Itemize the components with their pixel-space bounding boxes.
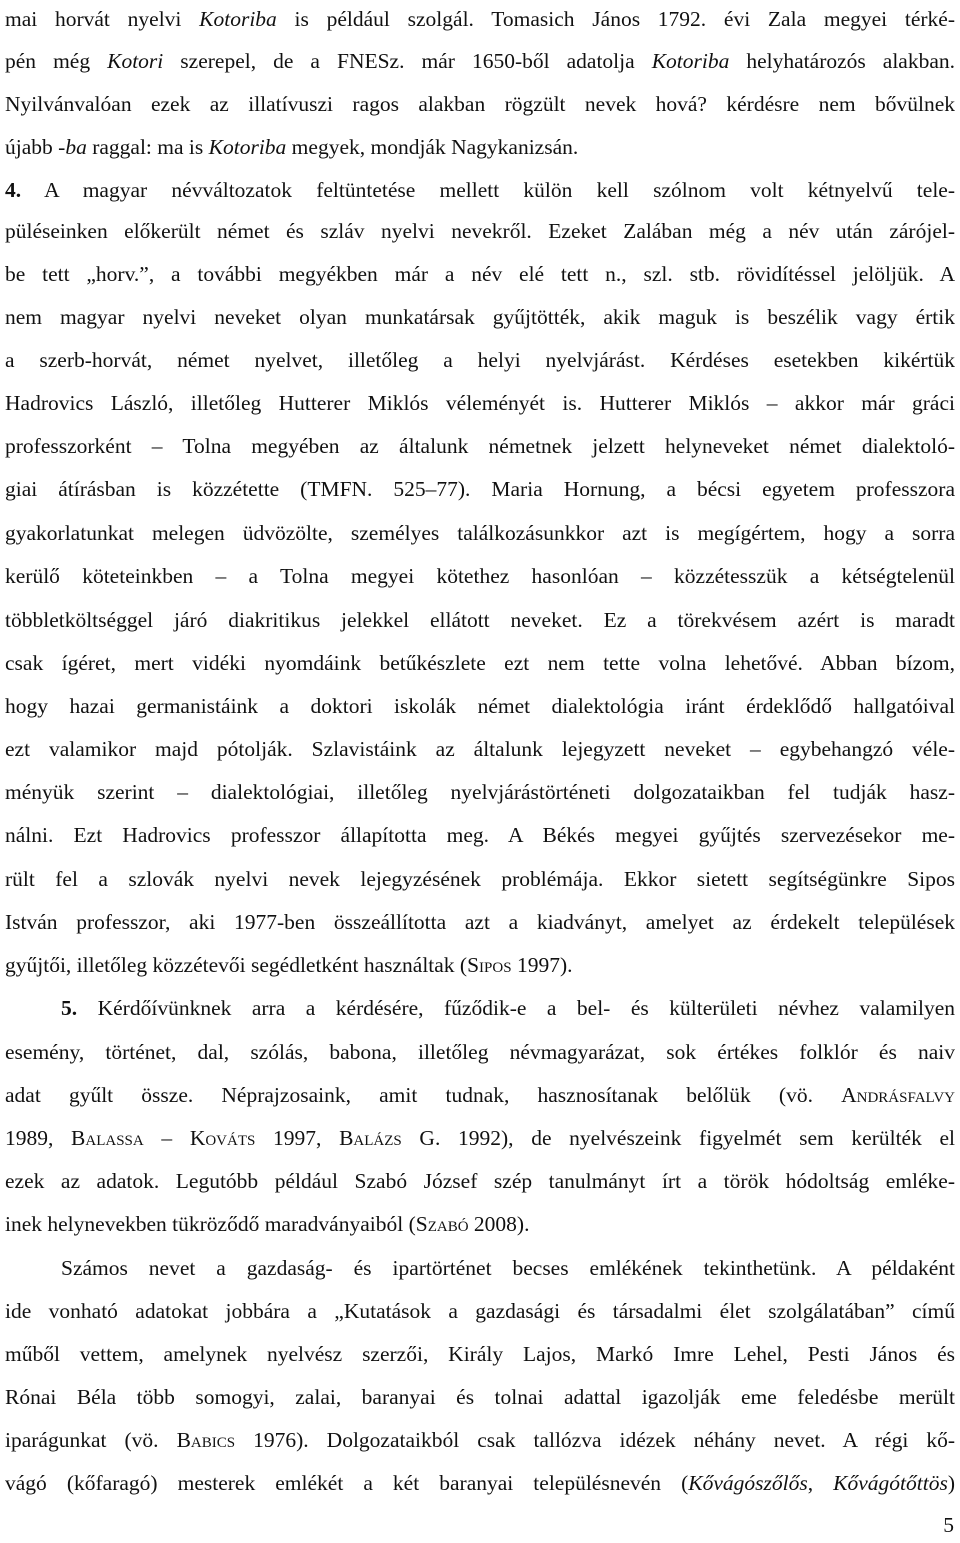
text-line bbox=[5, 864, 955, 894]
text-line bbox=[5, 734, 955, 764]
text-run: Szabó bbox=[415, 1212, 469, 1236]
text-run: 1997, bbox=[255, 1126, 340, 1150]
text-run: Kotoriba bbox=[208, 135, 287, 159]
text-run: A magyar névváltozatok feltüntetése mellett külön kell szólnom volt kétnyelvű tele- bbox=[21, 178, 955, 202]
text-run: megyek, mondják Nagykanizsán. bbox=[286, 135, 579, 159]
text-run: Kotori bbox=[107, 49, 164, 73]
text-line bbox=[5, 907, 955, 937]
text-run: inek helynevekben tükröződő maradványaiból ( bbox=[5, 1212, 416, 1236]
text-run: Kotoriba bbox=[651, 49, 730, 73]
text-run: esemény, történet, dal, szólás, babona, illetőleg névmagyarázat, sok értékes folklór és naiv bbox=[5, 1040, 955, 1064]
text-line bbox=[5, 1209, 955, 1239]
text-run: -ba bbox=[58, 135, 87, 159]
text-run: professzorként – Tolna megyében az általunk németnek jelzett helyneveket német dialektoló- bbox=[5, 434, 955, 458]
text-run: – bbox=[143, 1126, 190, 1150]
text-run: ményük szerint – dialektológiai, illetőleg nyelvjárástörténeti dolgozataikban fel tudják hasz- bbox=[5, 780, 955, 804]
text-line bbox=[5, 345, 955, 375]
text-run: rült fel a szlovák nyelvi nevek lejegyzésének problémája. Ekkor sietett segítségünkre Sipos bbox=[5, 867, 955, 891]
text-line bbox=[5, 1382, 955, 1412]
text-run: ) bbox=[947, 1471, 955, 1495]
text-run: Babics bbox=[176, 1428, 236, 1452]
text-run: Sipos bbox=[467, 953, 512, 977]
text-line bbox=[5, 46, 955, 76]
text-run: 1997). bbox=[511, 953, 573, 977]
text-run: gyakorlatunkat melegen üdvözölte, személyes találkozásunkkor azt is megígértem, hogy a sorra bbox=[5, 521, 955, 545]
text-line bbox=[61, 993, 955, 1023]
text-run: a szerb-horvát, német nyelvet, illetőleg a helyi nyelvjárást. Kérdéses esetekben kikértük bbox=[5, 348, 955, 372]
text-run: István professzor, aki 1977-ben összeállította azt a kiadványt, amelyet az érdekelt települések bbox=[5, 910, 955, 934]
text-line bbox=[5, 1296, 955, 1326]
text-run: 5. bbox=[61, 996, 78, 1020]
text-run: műből vettem, amelynek nyelvész szerzői, Király Lajos, Markó Imre Lehel, Pesti János és bbox=[5, 1342, 955, 1366]
text-line bbox=[5, 474, 955, 504]
text-line bbox=[5, 89, 955, 119]
text-run: Balázs bbox=[339, 1126, 402, 1150]
text-run: 4. bbox=[5, 178, 22, 202]
text-line bbox=[5, 1123, 955, 1153]
text-run: nem magyar nyelvi neveket olyan munkatársak gyűjtötték, akik maguk is beszélik vagy értik bbox=[5, 305, 955, 329]
text-line bbox=[5, 950, 955, 980]
text-run: Kővágótőttös bbox=[833, 1471, 948, 1495]
text-run: hogy hazai germanistáink a doktori iskolák német dialektológia iránt érdeklődő hallgatóival bbox=[5, 694, 955, 718]
text-run: vágó (kőfaragó) mesterek emlékét a két baranyai településnevén ( bbox=[5, 1471, 689, 1495]
text-line bbox=[5, 518, 955, 548]
text-run: gyűjtői, illetőleg közzétevői segédletként használtak ( bbox=[5, 953, 468, 977]
text-line bbox=[5, 4, 955, 34]
text-run: ezt valamikor majd pótolják. Szlavistáink az általunk lejegyzett neveket – egybehangzó véle- bbox=[5, 737, 955, 761]
text-line bbox=[5, 1425, 955, 1455]
text-run: többletköltséggel járó diakritikus jelekkel ellátott neveket. Ez a törekvésem azért is maradt bbox=[5, 608, 955, 632]
text-run: , bbox=[807, 1471, 834, 1495]
text-line bbox=[5, 388, 955, 418]
text-run: mai horvát nyelvi bbox=[5, 7, 200, 31]
text-line bbox=[5, 605, 955, 635]
text-run: iparágunkat (vö. bbox=[5, 1428, 177, 1452]
text-run: újabb bbox=[5, 135, 59, 159]
text-run: Számos nevet a gazdaság- és ipartörténet becses emlékének tekinthetünk. A példaként bbox=[61, 1256, 955, 1280]
text-run: Nyilvánvalóan ezek az illatívuszi ragos alakban rögzült nevek hová? kérdésre nem bővülnek bbox=[5, 92, 955, 116]
text-run: Andrásfalvy bbox=[841, 1083, 955, 1107]
text-run: pén még bbox=[5, 49, 108, 73]
text-line bbox=[5, 1166, 955, 1196]
text-run: 1989, bbox=[5, 1126, 72, 1150]
text-line bbox=[5, 132, 955, 162]
text-run: nálni. Ezt Hadrovics professzor állapította meg. A Békés megyei gyűjtés szervezésekor me- bbox=[5, 823, 955, 847]
text-run: be tett „horv.”, a további megyékben már a név elé tett n., szl. stb. rövidítéssel jelöljük. A bbox=[5, 262, 955, 286]
text-line bbox=[5, 175, 955, 205]
text-line bbox=[5, 1339, 955, 1369]
text-line bbox=[5, 777, 955, 807]
text-run: Kővágószőlős bbox=[688, 1471, 808, 1495]
text-run: kerülő köteteinkben – a Tolna megyei kötethez hasonlóan – közzétesszük a kétségtelenül bbox=[5, 564, 955, 588]
text-run: Kérdőívünknek arra a kérdésére, fűződik-e a bel- és külterületi névhez valamilyen bbox=[77, 996, 955, 1020]
text-run: ezek az adatok. Legutóbb például Szabó József szép tanulmányt írt a török hódoltság emléke- bbox=[5, 1169, 955, 1193]
text-run: Kotoriba bbox=[199, 7, 277, 31]
text-line bbox=[5, 1080, 955, 1110]
page-number: 5 bbox=[943, 1513, 954, 1537]
text-run: 1976). Dolgozataikból csak tallózva idézek néhány nevet. A régi kő- bbox=[235, 1428, 955, 1452]
text-run: csak ígéret, mert vidéki nyomdáink betűkészlete ezt nem tette volna lehetővé. Abban bízom, bbox=[5, 651, 955, 675]
text-line bbox=[5, 1037, 955, 1067]
text-run: is például szolgál. Tomasich János 1792. évi Zala megyei térké- bbox=[276, 7, 956, 31]
text-line bbox=[5, 648, 955, 678]
text-run: adat gyűlt össze. Néprajzosaink, amit tudnak, hasznosítanak belőlük (vö. bbox=[5, 1083, 842, 1107]
text-line bbox=[5, 561, 955, 591]
text-run: szerepel, de a FNESz. már 1650-ből adatolja bbox=[163, 49, 652, 73]
text-run: Balassa bbox=[71, 1126, 144, 1150]
text-line bbox=[5, 1468, 955, 1498]
text-line bbox=[5, 259, 955, 289]
text-line bbox=[5, 691, 955, 721]
text-run: Rónai Béla több somogyi, zalai, baranyai és tolnai adattal igazolják eme feledésbe merült bbox=[5, 1385, 955, 1409]
text-run: 2008). bbox=[468, 1212, 530, 1236]
text-run: raggal: ma is bbox=[86, 135, 209, 159]
text-line bbox=[5, 302, 955, 332]
text-run: püléseinken előkerült német és szláv nyelvi nevekről. Ezeket Zalában még a név után zárójel- bbox=[5, 219, 955, 243]
text-line bbox=[5, 820, 955, 850]
text-run: helyhatározós alakban. bbox=[729, 49, 956, 73]
text-run: Kováts bbox=[189, 1126, 256, 1150]
text-run: ide vonható adatokat jobbára a „Kutatások a gazdasági és társadalmi élet szolgálatában” című bbox=[5, 1299, 955, 1323]
text-line bbox=[5, 431, 955, 461]
text-run: giai átírásban is közzétette (TMFN. 525–77). Maria Hornung, a bécsi egyetem professzora bbox=[5, 477, 955, 501]
text-line bbox=[61, 1253, 955, 1283]
text-run: G. 1992), de nyelvészeink figyelmét sem kerülték el bbox=[401, 1126, 956, 1150]
text-line bbox=[5, 216, 955, 246]
text-run: Hadrovics László, illetőleg Hutterer Miklós véleményét is. Hutterer Miklós – akkor már gráci bbox=[5, 391, 955, 415]
